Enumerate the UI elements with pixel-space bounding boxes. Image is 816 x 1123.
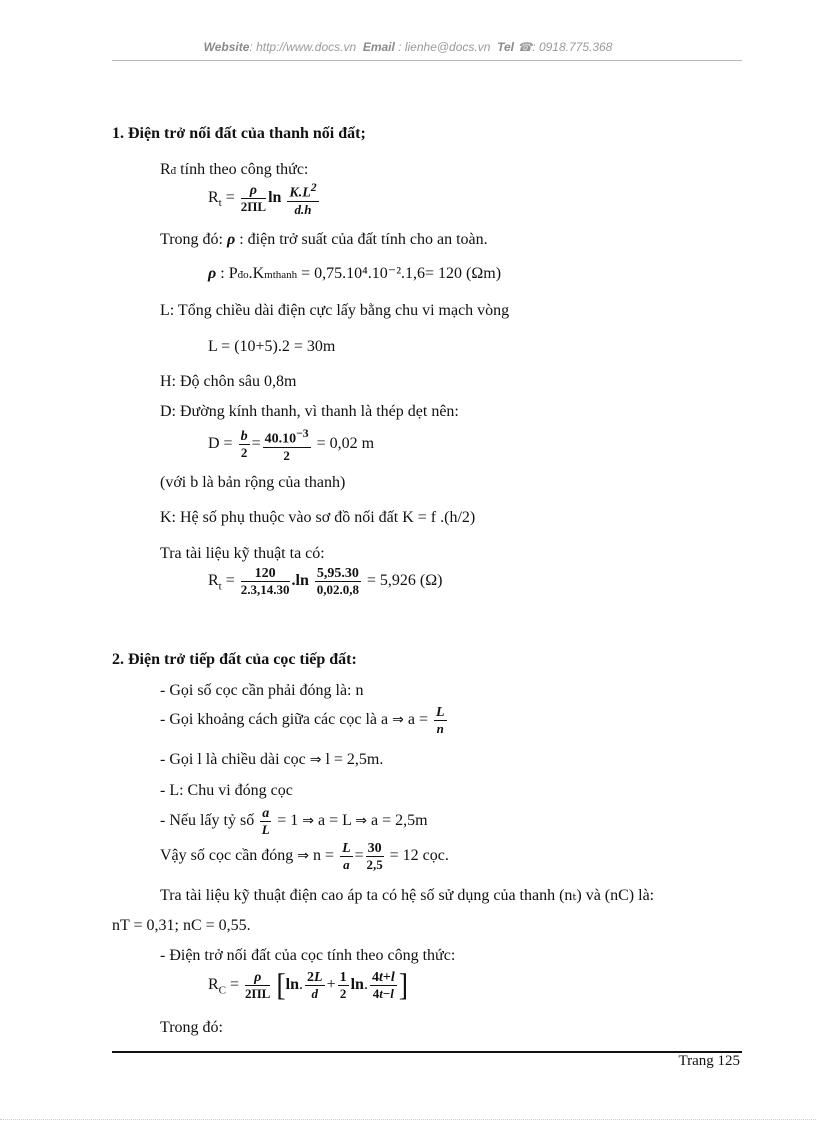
item-a-text: - Gọi khoảng cách giữa các cọc là a [160,711,389,729]
section1-heading: 1. Điện trở nối đất của thanh nối đất; [112,125,366,142]
header-rule [112,60,742,61]
tel-value: : 0918.775.368 [532,40,613,54]
page-edge [0,1119,816,1120]
item-a: - Gọi khoảng cách giữa các cọc là a ⇒ a = $\frac{L}{n}$ [160,705,445,736]
k-def-line: K: Hệ số phụ thuộc vào sơ đồ nối đất K = f .(h/2) [160,509,476,526]
item-l-value: l = 2,5m. [325,751,384,768]
tel-label: Tel [497,40,514,54]
item-ratio-a: a = 2,5m [371,812,428,830]
fraction-4tl: $\frac{4t+l}{4t-l}$ [371,970,395,1001]
rd-line: Rđ tính theo công thức: [160,161,309,178]
fraction-a-l: $\frac{a}{L}$ [261,806,270,837]
fraction-30-25: $\frac{30}{2,5}$ [366,841,383,872]
fraction-kl2-dh: $\frac{K.L^2}{d.h}$ [289,181,317,217]
fraction-rho-2pil: $\frac{\rho}{2\Pi L}$ [240,182,267,214]
item-ratio-text: - Nếu lấy tỷ số [160,812,255,830]
phone-icon: ☎ [517,40,533,54]
d-def-line: D: Đường kính thanh, vì thanh là thép dẹt nên: [160,403,459,420]
rc-formula: $R_C$ = $\frac{\rho}{2\Pi L}$ [ln. $\frac{2L}{d}$ + $\frac{1}{2}$ ln. $\frac{4t+l}{4t-l}$ ] [208,967,409,1003]
fraction-2l-d: $\frac{2L}{d}$ [307,970,323,1001]
tra-tai-lieu-line: Tra tài liệu kỹ thuật ta có: [160,545,325,562]
implies-arrow-icon: ⇒ [297,848,310,865]
so-coc-result: = 12 cọc. [389,847,449,865]
d-result: = 0,02 m [316,435,375,452]
rt-result-formula: $R_t$ = $\frac{120}{2.3,14.30}$ .ln $\frac{5,95.30}{0,02.0,8}$ = 5,926 (Ω) [208,566,443,597]
d-formula: D = $\frac{b}{2}$ = $\frac{40.10^{-3}}{2}$ = 0,02 m [208,427,375,463]
email-label: Email [362,40,395,54]
l-value-line: L = (10+5).2 = 30m [208,338,336,355]
fraction-40e-3-2: $\frac{40.10^{-3}}{2}$ [264,427,309,463]
item-l [160,750,383,770]
formula-rt: $R_t$ = $\frac{\rho}{2\Pi L}$ ln $\frac{K.L^2}{d.h}$ [208,181,317,217]
implies-arrow-icon: ⇒ [302,813,314,830]
fraction-595-30: $\frac{5,95.30}{0,02.0,8}$ [316,566,359,597]
rho-calc-line: ρ : Pđo.Kmthanh = 0,75.10⁴.10⁻².1,6= 120 (Ωm) [208,265,502,282]
rho-def-text: : điện trở suất của đất tính cho an toàn. [239,231,488,248]
fraction-rho-2pil: $\frac{\rho}{2\Pi L}$ [245,970,271,1001]
email-value: : lienhe@docs.vn [398,40,491,54]
h-def-line: H: Độ chôn sâu 0,8m [160,373,297,390]
website-value: : http://www.docs.vn [249,40,357,54]
nt-nc-line: nT = 0,31; nC = 0,55. [112,917,251,934]
b-note-line: (với b là bản rộng của thanh) [160,474,346,491]
page-header [0,40,816,54]
website-label: Website [203,40,250,54]
rd-text: tính theo công thức: [180,161,309,178]
implies-arrow-icon: ⇒ [355,813,368,830]
so-coc-text: Vậy số cọc cần đóng [160,847,294,865]
trong-do-label: Trong đó: [160,231,223,248]
item-l-text: - Gọi l là chiều dài cọc [160,751,306,768]
rho-def-line: Trong đó: ρ : điện trở suất của đất tính cho an toàn. [160,231,488,248]
item-ratio [160,806,428,837]
item-chu-vi: - L: Chu vi đóng cọc [160,782,293,799]
rho-calc-value: = 0,75.10⁴.10⁻².1,6= 120 (Ωm) [301,265,502,282]
item-so-coc: Vậy số cọc cần đóng ⇒ n = $\frac{L}{a}$ = $\frac{30}{2,5}$ = 12 cọc. [160,841,449,872]
so-coc-n: n = [313,847,335,865]
rc-intro-line: - Điện trở nối đất của cọc tính theo công thức: [160,947,456,964]
fraction-l-n: $\frac{L}{n}$ [435,705,445,736]
item-ratio-al: a = L [317,812,352,830]
fraction-b-2: $\frac{b}{2}$ [240,428,248,460]
item-ratio-eq: = 1 [277,812,299,830]
footer-rule [112,1051,742,1053]
tra-cao-ap-line: Tra tài liệu kỹ thuật điện cao áp ta có hệ số sử dụng của thanh (nₜ) và (nC) là: [160,887,655,904]
fraction-120: $\frac{120}{2.3,14.30}$ [240,566,290,597]
page-number: Trang 125 [678,1053,740,1069]
implies-arrow-icon: ⇒ [392,712,404,729]
rt-result-value: = 5,926 (Ω) [366,572,443,590]
fraction-l-a: $\frac{L}{a}$ [342,841,351,872]
item-n: - Gọi số cọc cần phải đóng là: n [160,682,364,699]
fraction-1-2: $\frac{1}{2}$ [339,970,347,1001]
l-def-line: L: Tổng chiều dài điện cực lấy bằng chu vi mạch vòng [160,302,510,319]
trong-do-line: Trong đó: [160,1019,223,1036]
section2-heading: 2. Điện trở tiếp đất của cọc tiếp đất: [112,651,357,668]
implies-arrow-icon: ⇒ [309,752,322,768]
